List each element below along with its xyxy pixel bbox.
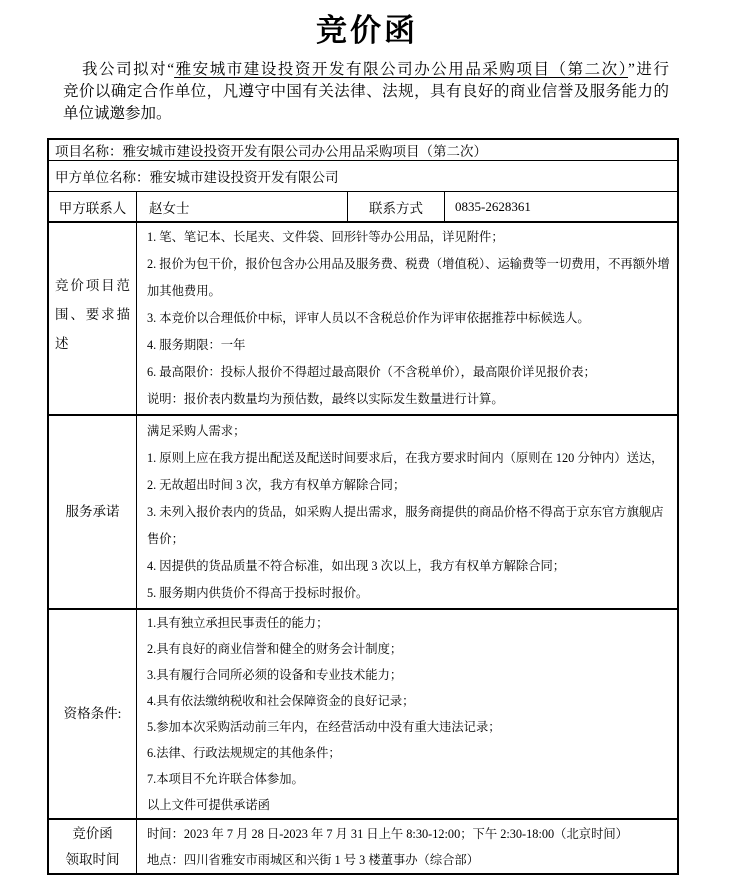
scope-label: 竞价项目范围、要求描述 [49,223,137,414]
contact-label: 甲方联系人 [49,192,137,221]
row-qualification [49,608,677,818]
service-item: 2. 无故超出时间 3 次，我方有权单方解除合同； [147,477,406,492]
qualification-item: 5.参加本次采购活动前三年内，在经营活动中没有重大违法记录； [147,720,501,734]
scope-content [137,223,677,414]
service-item: 满足采购人需求； [147,423,246,438]
row-scope [49,221,677,414]
qualification-content [137,610,677,818]
collection-place: 地点：四川省雅安市雨城区和兴街 1 号 3 楼董事办（综合部） [147,852,480,867]
scope-item: 1. 笔、笔记本、长尾夹、文件袋、回形针等办公用品，详见附件； [147,230,504,244]
qualification-item: 2.具有良好的商业信誉和健全的财务会计制度； [147,642,403,656]
row-project-name [49,140,677,160]
party-a-cell: 甲方单位名称：雅安城市建设投资开发有限公司 [55,170,339,185]
service-item: 3. 未列入报价表内的货品，如采购人提出需求，服务商提供的商品价格不得高于京东官方旗舰店售价； [147,504,664,546]
scope-item: 3. 本竞价以合理低价中标，评审人员以不含税总价作为评审依据推荐中标候选人。 [147,311,590,325]
qualification-item: 6.法律、行政法规规定的其他条件； [147,746,341,760]
intro-line-1-suffix: ”进行 [628,61,669,78]
qualification-item: 3.具有履行合同所必须的设备和专业技术能力； [147,668,403,682]
collection-label-line2: 领取时间 [65,851,120,867]
intro-line-3: 单位诚邀参加。 [63,105,172,122]
collection-content [137,820,677,873]
qualification-item: 1.具有独立承担民事责任的能力； [147,616,329,630]
project-name-underlined: 雅安城市建设投资开发有限公司办公用品采购项目（第二次） [174,61,629,78]
intro-line-2: 竞价以确定合作单位，凡遵守中国有关法律、法规，具有良好的商业信誉及服务能力的 [63,83,669,100]
collection-label-line1: 竞价函 [72,825,113,841]
page-title: 竞价函 [316,13,418,48]
row-contact [49,191,677,221]
service-content [137,416,677,608]
qualification-item: 以上文件可提供承诺函 [147,798,270,812]
qualification-label: 资格条件: [49,610,137,818]
collection-time: 时间：2023 年 7 月 28 日-2023 年 7 月 31 日上午 8:30-12:00；下午 2:30-18:00（北京时间） [147,826,628,841]
bidding-table [47,138,679,875]
scope-item: 6. 最高限价：投标人报价不得超过最高限价（不含税单价），最高限价详见报价表； [147,365,596,379]
scope-item: 4. 服务期限：一年 [147,338,246,352]
collection-label [49,820,137,873]
contact-phone: 0835-2628361 [455,198,531,214]
contact-method-label: 联系方式 [348,192,445,221]
row-service [49,414,677,608]
service-item: 4. 因提供的货品质量不符合标准，如出现 3 次以上，我方有权单方解除合同； [147,558,566,573]
intro-line-1 [63,59,669,81]
intro-line-1-prefix: 我公司拟对“ [82,61,175,78]
qualification-item: 7.本项目不允许联合体参加。 [147,772,304,786]
service-item: 5. 服务期内供货价不得高于投标时报价。 [147,585,369,600]
service-label: 服务承诺 [49,416,137,608]
project-name-cell: 项目名称：雅安城市建设投资开发有限公司办公用品采购项目（第二次） [55,144,487,159]
row-collection [49,818,677,873]
service-item: 1. 原则上应在我方提出配送及配送时间要求后，在我方要求时间内（原则在 120 分钟内）送达， [147,450,664,465]
scope-item: 2. 报价为包干价，报价包含办公用品及服务费、税费（增值税）、运输费等一切费用，不再额外增加其他费用。 [147,257,670,298]
row-party-a [49,160,677,191]
qualification-item: 4.具有依法缴纳税收和社会保障资金的良好记录； [147,694,415,708]
intro-paragraph [63,59,669,125]
scope-item: 说明：报价表内数量均为预估数，最终以实际发生数量进行计算。 [147,392,504,406]
contact-name: 赵女士 [137,192,348,221]
document-page [0,5,734,881]
